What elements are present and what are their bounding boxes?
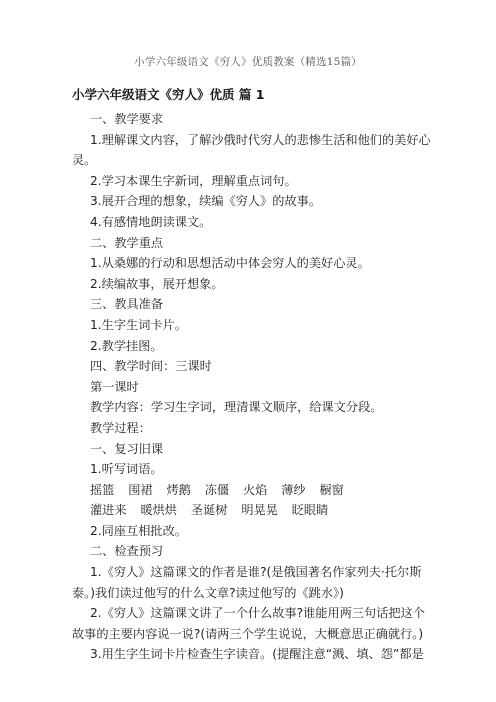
word-item: 橱窗 bbox=[319, 482, 344, 497]
requirement-3: 3.展开合理的想象，续编《穷人》的故事。 bbox=[90, 194, 322, 209]
step-preview-heading: 二、检查预习 bbox=[90, 544, 164, 559]
teaching-aid-2: 2.教学挂图。 bbox=[90, 338, 163, 353]
word-item: 薄纱 bbox=[281, 482, 306, 497]
document-header: 小学六年级语文《穷人》优质教案（精选15篇） bbox=[134, 56, 362, 68]
requirement-1: 1.理解课文内容，了解沙俄时代穷人的悲惨生活和他们的美好心灵。 bbox=[72, 132, 431, 168]
step-peer-correction: 2.同座互相批改。 bbox=[90, 523, 187, 538]
key-point-1: 1.从桑娜的行动和思想活动中体会穷人的美好心灵。 bbox=[90, 256, 370, 271]
document-body bbox=[72, 86, 432, 665]
word-item: 眨眼睛 bbox=[291, 503, 329, 518]
step-dictation: 1.听写词语。 bbox=[90, 462, 163, 477]
key-point-2: 2.续编故事，展开想象。 bbox=[90, 276, 224, 291]
preview-question-2: 2.《穷人》这篇课文讲了一个什么故事?谁能用两三句话把这个故事的主要内容说一说?(请两三个学生说说，大概意思正确就行。) bbox=[72, 606, 425, 641]
lesson-heading: 第一课时 bbox=[90, 379, 139, 394]
word-list-row-1 bbox=[72, 480, 432, 501]
requirement-2: 2.学习本课生字新词，理解重点词句。 bbox=[90, 173, 297, 188]
process-heading: 教学过程： bbox=[90, 420, 151, 435]
heading-teaching-requirements: 一、教学要求 bbox=[90, 112, 164, 126]
heading-teaching-time: 四、教学时间：三课时 bbox=[90, 359, 212, 374]
word-item: 明晃晃 bbox=[241, 503, 278, 518]
word-item: 围裙 bbox=[128, 482, 153, 497]
word-item: 圣诞树 bbox=[190, 503, 228, 518]
word-item: 灌进来 bbox=[90, 503, 127, 518]
word-item: 火焰 bbox=[243, 482, 268, 497]
preview-question-3: 3.用生字生词卡片检查生字读音。(提醒注意“溅、填、怨”都是 bbox=[90, 647, 424, 662]
preview-question-1: 1.《穷人》这篇课文的作者是谁?(是俄国著名作家列夫·托尔斯泰。)我们读过他写的什么文章?读过他写的《跳水》) bbox=[72, 565, 422, 600]
lesson-content: 教学内容：学习生字词，理清课文顺序，给课文分段。 bbox=[90, 400, 383, 415]
section-title: 小学六年级语文《穷人》优质 篇 1 bbox=[72, 87, 265, 102]
heading-key-points: 二、教学重点 bbox=[90, 235, 164, 250]
heading-teaching-aids: 三、教具准备 bbox=[90, 297, 164, 312]
word-item: 烤鹅 bbox=[166, 482, 191, 497]
word-item: 暖烘烘 bbox=[140, 503, 177, 518]
word-list-row-2 bbox=[72, 500, 432, 521]
teaching-aid-1: 1.生字生词卡片。 bbox=[90, 317, 187, 332]
step-review-heading: 一、复习旧课 bbox=[90, 441, 164, 456]
word-item: 摇篮 bbox=[90, 482, 115, 497]
requirement-4: 4.有感情地朗读课文。 bbox=[90, 214, 212, 229]
word-item: 冻僵 bbox=[204, 482, 230, 497]
